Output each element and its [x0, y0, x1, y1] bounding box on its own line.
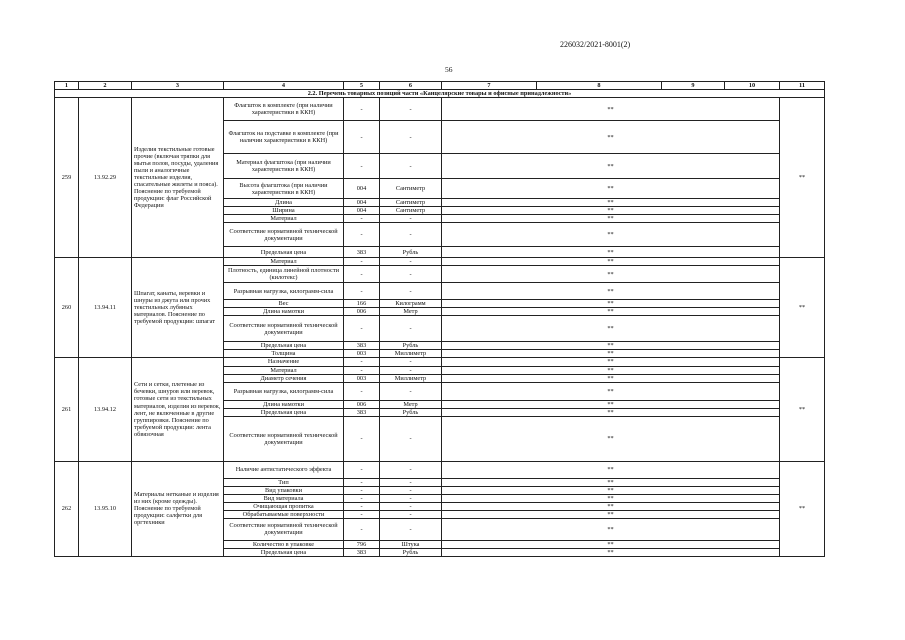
characteristic-value: ** [442, 179, 780, 199]
unit-code: - [344, 461, 380, 478]
unit-name: - [380, 283, 442, 300]
characteristic-value: ** [442, 121, 780, 154]
unit-name: Рубль [380, 342, 442, 350]
document-number: 226032/2021-8001(2) [560, 40, 631, 49]
characteristic-name: Соответствие нормативной технической документации [224, 223, 344, 247]
characteristic-value: ** [442, 316, 780, 342]
characteristic-value: ** [442, 154, 780, 179]
unit-code: - [344, 266, 380, 283]
unit-code: 003 [344, 350, 380, 358]
unit-code: - [344, 258, 380, 266]
unit-name: - [380, 316, 442, 342]
unit-code: - [344, 98, 380, 121]
page-number: 56 [445, 65, 453, 74]
unit-code: 006 [344, 308, 380, 316]
unit-code: 006 [344, 400, 380, 408]
characteristic-value: ** [442, 247, 780, 258]
unit-name: Сантиметр [380, 179, 442, 199]
unit-code: - [344, 283, 380, 300]
unit-code: - [344, 494, 380, 502]
unit-code: 383 [344, 342, 380, 350]
characteristic-value: ** [442, 416, 780, 461]
characteristic-name: Ширина [224, 207, 344, 215]
unit-name: - [380, 258, 442, 266]
characteristic-name: Соответствие нормативной технической документации [224, 416, 344, 461]
characteristic-value: ** [442, 478, 780, 486]
unit-name: Штука [380, 540, 442, 548]
unit-name: - [380, 416, 442, 461]
characteristic-value: ** [442, 215, 780, 223]
unit-code: - [344, 154, 380, 179]
table-row [55, 461, 825, 478]
column-header: 11 [780, 82, 825, 90]
unit-code: 383 [344, 408, 380, 416]
characteristic-value: ** [442, 350, 780, 358]
okpd-code: 13.95.10 [79, 461, 132, 556]
column-header: 2 [79, 82, 132, 90]
characteristic-value: ** [442, 518, 780, 540]
characteristic-name: Вид упаковки [224, 486, 344, 494]
table-row [55, 358, 825, 366]
characteristic-name: Плотность, единица линейной плотности (килотекс) [224, 266, 344, 283]
characteristic-value: ** [442, 266, 780, 283]
col11-value: ** [780, 258, 825, 358]
characteristic-name: Высота флагштока (при наличии характеристики в ККН) [224, 179, 344, 199]
characteristic-name: Предельная цена [224, 342, 344, 350]
table-body [55, 82, 825, 557]
characteristic-value: ** [442, 98, 780, 121]
unit-name: - [380, 502, 442, 510]
unit-code: - [344, 223, 380, 247]
unit-name: Метр [380, 400, 442, 408]
unit-name: - [380, 461, 442, 478]
unit-name: - [380, 478, 442, 486]
col11-value: ** [780, 461, 825, 556]
unit-name: Миллиметр [380, 374, 442, 382]
characteristic-name: Назначение [224, 358, 344, 366]
unit-name: - [380, 358, 442, 366]
unit-code: - [344, 358, 380, 366]
characteristic-value: ** [442, 400, 780, 408]
characteristic-value: ** [442, 366, 780, 374]
item-description: Шпагат, канаты, веревки и шнуры из джута или прочих текстильных лубяных материалов. Пояснение по требуемой продукции: шпагат [132, 258, 224, 358]
characteristic-value: ** [442, 408, 780, 416]
unit-code: - [344, 502, 380, 510]
header-row [55, 82, 825, 90]
table-row [55, 258, 825, 266]
unit-code: 383 [344, 548, 380, 556]
unit-code: - [344, 518, 380, 540]
characteristic-name: Длина намотки [224, 308, 344, 316]
characteristic-value: ** [442, 308, 780, 316]
okpd-code: 13.94.12 [79, 358, 132, 461]
characteristic-value: ** [442, 374, 780, 382]
position-number: 260 [55, 258, 79, 358]
characteristic-value: ** [442, 207, 780, 215]
unit-name: - [380, 494, 442, 502]
characteristic-value: ** [442, 502, 780, 510]
characteristic-name: Материал [224, 258, 344, 266]
column-header: 9 [662, 82, 725, 90]
unit-code: 004 [344, 207, 380, 215]
characteristic-name: Разрывная нагрузка, килограмм-сила [224, 382, 344, 400]
characteristic-name: Флагшток на подставке в комплекте (при наличии характеристики в ККН) [224, 121, 344, 154]
characteristic-value: ** [442, 382, 780, 400]
unit-name: - [380, 154, 442, 179]
characteristic-name: Количество в упаковке [224, 540, 344, 548]
unit-name: Сантиметр [380, 199, 442, 207]
unit-code: 003 [344, 374, 380, 382]
unit-name: Килограмм [380, 300, 442, 308]
characteristic-name: Длина намотки [224, 400, 344, 408]
unit-name: - [380, 121, 442, 154]
characteristic-name: Предельная цена [224, 408, 344, 416]
unit-code: - [344, 510, 380, 518]
characteristic-value: ** [442, 461, 780, 478]
characteristic-name: Материал флагштока (при наличии характеристики в ККН) [224, 154, 344, 179]
col11-value: ** [780, 358, 825, 461]
unit-code: - [344, 316, 380, 342]
unit-code: - [344, 121, 380, 154]
section-title-row [55, 90, 825, 98]
characteristic-name: Тип [224, 478, 344, 486]
characteristic-value: ** [442, 300, 780, 308]
unit-code: - [344, 416, 380, 461]
unit-name: - [380, 266, 442, 283]
characteristic-value: ** [442, 548, 780, 556]
unit-name: Метр [380, 308, 442, 316]
unit-code: - [344, 486, 380, 494]
unit-code: 796 [344, 540, 380, 548]
item-description: Сети и сетки, плетеные из бечевки, шнуров или веревок, готовые сети из текстильных материалов, изделия из веревок, лент, не включенные в другие группировки. Пояснение по требуемой продукции: лента обвязочная [132, 358, 224, 461]
characteristic-value: ** [442, 510, 780, 518]
characteristic-name: Вид материала [224, 494, 344, 502]
unit-code: 004 [344, 199, 380, 207]
unit-code: 383 [344, 247, 380, 258]
column-header: 6 [380, 82, 442, 90]
unit-name: Рубль [380, 247, 442, 258]
characteristic-name: Длина [224, 199, 344, 207]
unit-code: - [344, 366, 380, 374]
position-number: 259 [55, 98, 79, 258]
unit-name: - [380, 382, 442, 400]
unit-code: - [344, 382, 380, 400]
unit-name: - [380, 486, 442, 494]
characteristic-name: Толщина [224, 350, 344, 358]
characteristic-name: Обрабатываемые поверхности [224, 510, 344, 518]
characteristic-name: Вес [224, 300, 344, 308]
characteristic-value: ** [442, 199, 780, 207]
characteristic-name: Наличие антистатического эффекта [224, 461, 344, 478]
column-header: 4 [224, 82, 344, 90]
unit-code: 166 [344, 300, 380, 308]
unit-code: - [344, 215, 380, 223]
column-header: 5 [344, 82, 380, 90]
characteristic-name: Диаметр сечения [224, 374, 344, 382]
unit-name: Миллиметр [380, 350, 442, 358]
characteristic-name: Очищающая пропитка [224, 502, 344, 510]
unit-code: 004 [344, 179, 380, 199]
characteristic-value: ** [442, 342, 780, 350]
characteristic-name: Соответствие нормативной технической документации [224, 316, 344, 342]
unit-name: - [380, 510, 442, 518]
column-header: 1 [55, 82, 79, 90]
unit-name: - [380, 518, 442, 540]
unit-name: - [380, 215, 442, 223]
position-number: 262 [55, 461, 79, 556]
characteristic-name: Флагшток в комплекте (при наличии характеристики в ККН) [224, 98, 344, 121]
characteristic-value: ** [442, 283, 780, 300]
item-description: Материалы нетканые и изделия из них (кроме одежды). Пояснение по требуемой продукции: салфетки для оргтехники [132, 461, 224, 556]
characteristic-name: Предельная цена [224, 247, 344, 258]
characteristic-name: Предельная цена [224, 548, 344, 556]
characteristic-name: Разрывная нагрузка, килограмм-сила [224, 283, 344, 300]
characteristic-name: Соответствие нормативной технической документации [224, 518, 344, 540]
position-number: 261 [55, 358, 79, 461]
characteristic-value: ** [442, 358, 780, 366]
characteristic-name: Материал [224, 366, 344, 374]
column-header: 3 [132, 82, 224, 90]
column-header: 10 [725, 82, 780, 90]
table-row [55, 98, 825, 121]
unit-code: - [344, 478, 380, 486]
unit-name: - [380, 98, 442, 121]
unit-name: Рубль [380, 548, 442, 556]
column-header: 8 [537, 82, 662, 90]
unit-name: - [380, 223, 442, 247]
unit-name: Рубль [380, 408, 442, 416]
characteristic-name: Материал [224, 215, 344, 223]
characteristic-value: ** [442, 494, 780, 502]
col11-value: ** [780, 98, 825, 258]
okpd-code: 13.92.29 [79, 98, 132, 258]
unit-name: - [380, 366, 442, 374]
column-header: 7 [442, 82, 537, 90]
okpd-code: 13.94.11 [79, 258, 132, 358]
characteristic-value: ** [442, 540, 780, 548]
item-description: Изделия текстильные готовые прочие (включая тряпки для мытья полов, посуды, удаления пыли и аналогичные текстильные изделия, спасательные жилеты и пояса). Пояснение по требуемой продукции: флаг Российской Федерации [132, 98, 224, 258]
characteristic-value: ** [442, 223, 780, 247]
positions-table [54, 81, 825, 557]
section-title: 2.2. Перечень товарных позиций части «Канцелярские товары и офисные принадлежности» [55, 90, 825, 98]
characteristic-value: ** [442, 486, 780, 494]
characteristic-value: ** [442, 258, 780, 266]
unit-name: Сантиметр [380, 207, 442, 215]
